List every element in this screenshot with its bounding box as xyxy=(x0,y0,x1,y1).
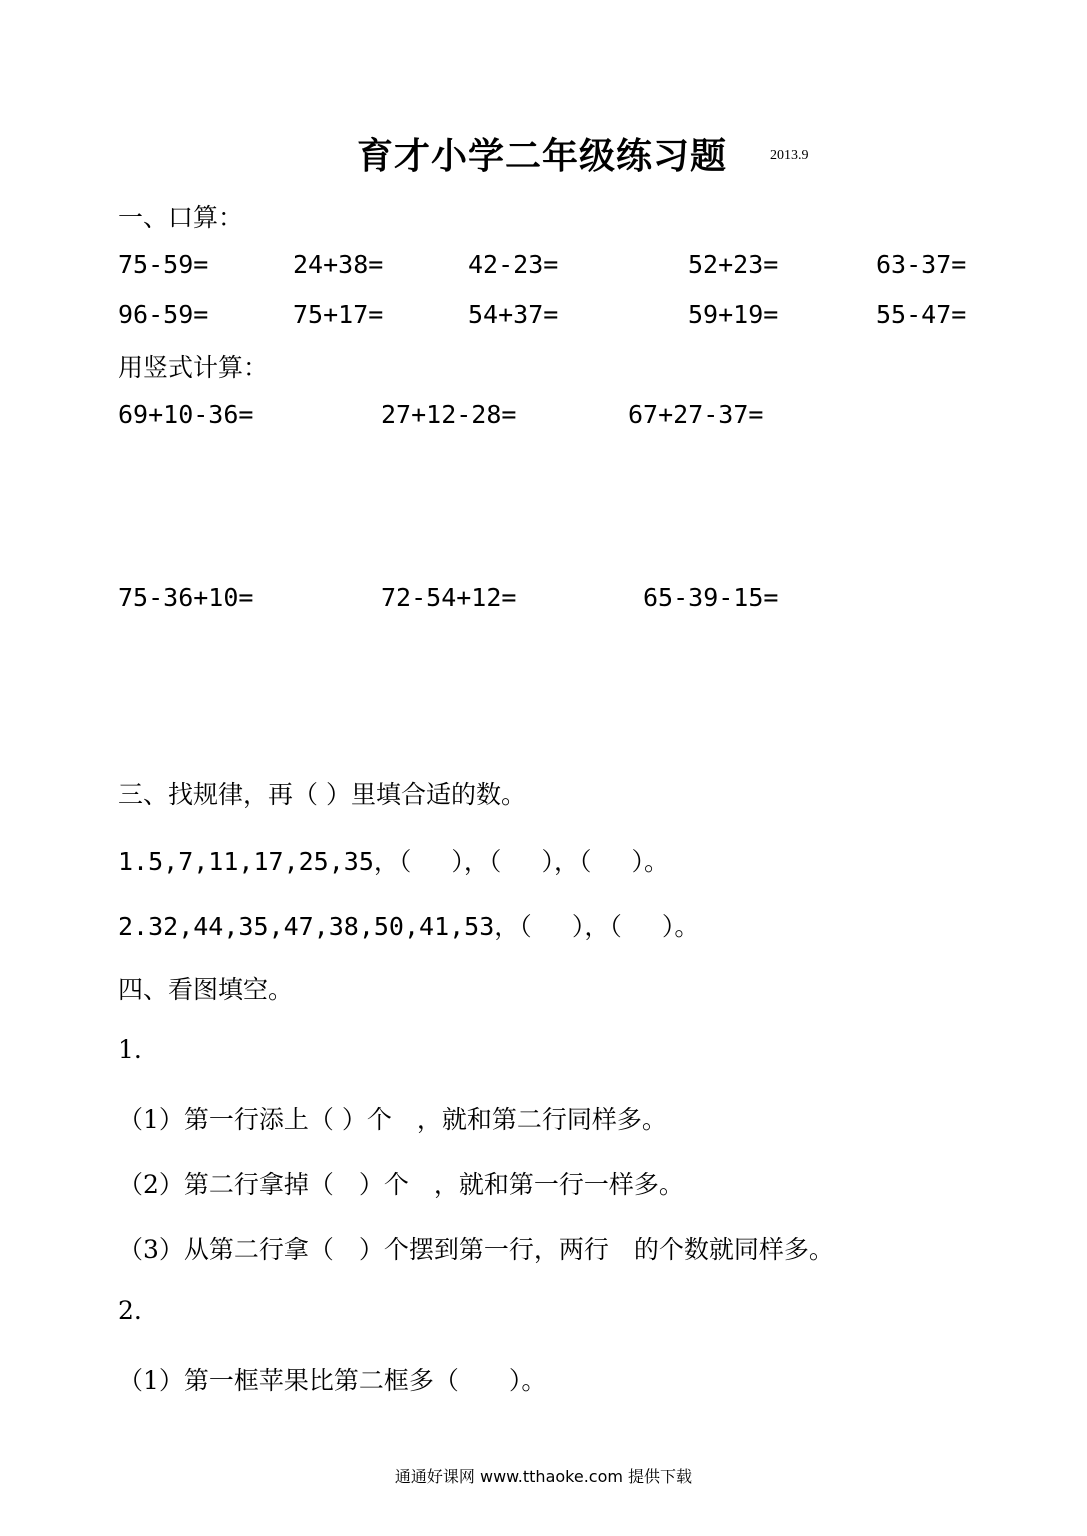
oral-problem: 96-59= xyxy=(118,300,209,329)
vertical-problem: 27+12-28= xyxy=(381,400,517,429)
oral-problem: 42-23= xyxy=(468,250,559,279)
pattern-question-1: 1.5,7,11,17,25,35，（ ），（ ），（ ）。 xyxy=(118,847,670,876)
vertical-problem: 72-54+12= xyxy=(381,583,517,612)
section4-heading: 四、看图填空。 xyxy=(118,975,294,1004)
fill-item: （1）第一行添上（ ）个 ，就和第二行同样多。 xyxy=(118,1105,667,1134)
fill-item: （1）第一框苹果比第二框多（ ）。 xyxy=(118,1366,547,1395)
oral-problem: 54+37= xyxy=(468,300,559,329)
oral-problem: 75+17= xyxy=(293,300,384,329)
oral-problem: 75-59= xyxy=(118,250,209,279)
page-title: 育才小学二年级练习题 xyxy=(357,136,728,177)
oral-problem: 52+23= xyxy=(688,250,779,279)
oral-problem: 59+19= xyxy=(688,300,779,329)
section2-heading: 用竖式计算： xyxy=(118,353,269,382)
fill-item: （3）从第二行拿（ ）个摆到第一行，两行 的个数就同样多。 xyxy=(118,1235,834,1264)
oral-problem: 63-37= xyxy=(876,250,967,279)
section1-heading: 一、口算： xyxy=(118,203,244,232)
fill-item: （2）第二行拿掉（ ）个 ，就和第一行一样多。 xyxy=(118,1170,684,1199)
vertical-problem: 69+10-36= xyxy=(118,400,254,429)
oral-problem: 55-47= xyxy=(876,300,967,329)
date-label: 2013.9 xyxy=(770,148,809,163)
section3-heading: 三、找规律，再（ ）里填合适的数。 xyxy=(118,780,526,809)
picture-problem-2-label: 2. xyxy=(118,1296,142,1325)
vertical-problem: 75-36+10= xyxy=(118,583,254,612)
oral-problem: 24+38= xyxy=(293,250,384,279)
pattern-question-2: 2.32,44,35,47,38,50,41,53，（ ），（ ）。 xyxy=(118,912,700,941)
vertical-problem: 65-39-15= xyxy=(643,583,779,612)
vertical-problem: 67+27-37= xyxy=(628,400,764,429)
picture-problem-1-label: 1. xyxy=(118,1035,142,1064)
footer-credit: 通通好课网 www.tthaoke.com 提供下载 xyxy=(394,1467,693,1486)
